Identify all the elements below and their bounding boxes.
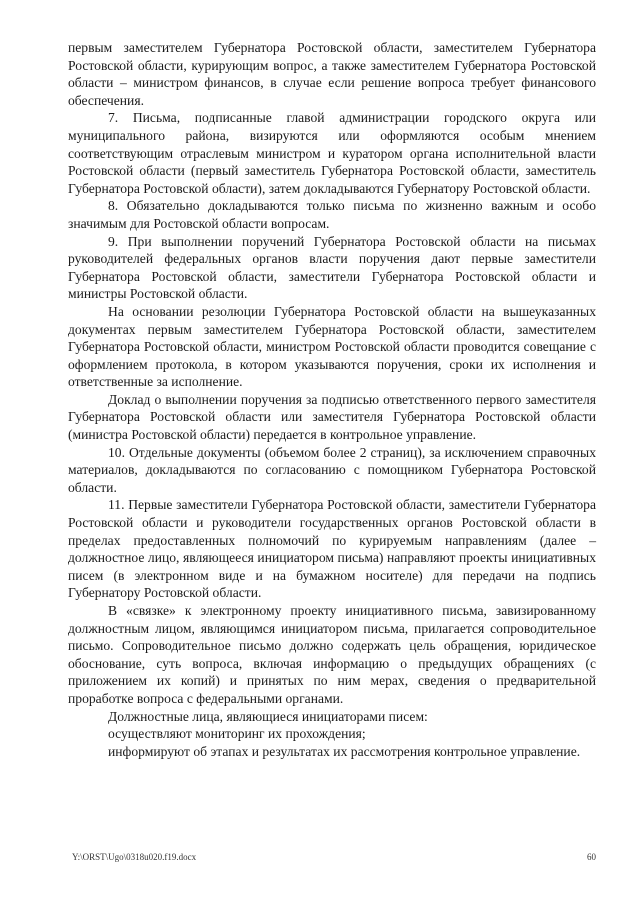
paragraph-cover-letter: В «связке» к электронному проекту инициативного письма, завизированному должностным лицом, являющимся инициатором письма, прилагается сопроводительное письмо. Сопроводительное письмо должно содержать цель обращения, юридическое обоснование, суть вопроса, включая информацию о предыдущих обращениях (с приложением их копий) и принятых по ним мерах, сведения о предварительной проработке вопроса с федеральными органами.: [68, 603, 596, 706]
paragraph-initiators: Должностные лица, являющиеся инициаторами писем:: [108, 708, 428, 724]
paragraph-continuation: первым заместителем Губернатора Ростовской области, заместителем Губернатора Ростовской области, курирующим вопрос, а также заместителем Губернатора Ростовской области – министром финансов, в случае если решение вопроса требует финансового обеспечения.: [68, 40, 596, 108]
paragraph-item-10: 10. Отдельные документы (объемом более 2 страниц), за исключением справочных материалов, докладываются по согласованию с помощником Губернатора Ростовской области.: [68, 444, 596, 495]
paragraph-item-9: 9. При выполнении поручений Губернатора Ростовской области на письмах руководителей федеральных органов власти поручения дают первые заместители Губернатора Ростовской области, заместители Губернатора Ростовской области и министры Ростовской области.: [68, 233, 596, 302]
paragraph-monitoring: осуществляют мониторинг их прохождения;: [108, 726, 366, 742]
paragraph-informing: информируют об этапах и результатах их рассмотрения контрольное управление.: [108, 743, 581, 759]
paragraph-item-8: 8. Обязательно докладываются только письма по жизненно важным и особо значимым для Ростовской области вопросам.: [68, 198, 596, 231]
page-number: 60: [587, 852, 596, 862]
document-body: [68, 39, 596, 760]
paragraph-report: Доклад о выполнении поручения за подписью ответственного первого заместителя Губернатора Ростовской области или заместителя Губернатора Ростовской области (министра Ростовской области) передается в контрольное управление.: [68, 391, 596, 443]
file-path: Y:\ORST\Ugo\0318u020.f19.docx: [72, 852, 197, 862]
paragraph-meeting: На основании резолюции Губернатора Ростовской области на вышеуказанных документах первым заместителем Губернатора Ростовской области, заместителем Губернатора Ростовской области, министром Ростовской области проводится совещание с оформлением протокола, в котором указываются поручения, сроки их исполнения и ответственные за исполнение.: [68, 303, 596, 390]
paragraph-item-11: 11. Первые заместители Губернатора Ростовской области, заместители Губернатора Ростовской области и руководители государственных органов Ростовской области в пределах предоставленных полномочий по курируемым направлениям (далее – должностное лицо, являющееся инициатором письма) направляют проекты инициативных писем (в электронном виде и на бумажном носителе) для передачи на подпись Губернатору Ростовской области.: [68, 497, 596, 601]
paragraph-item-7: 7. Письма, подписанные главой администрации городского округа или муниципального района, визируются или оформляются особым мнением соответствующим отраслевым министром и куратором органа исполнительной власти Ростовской области (первый заместитель Губернатора Ростовской области, заместитель Губернатора Ростовской области), затем докладываются Губернатору Ростовской области.: [68, 110, 596, 196]
